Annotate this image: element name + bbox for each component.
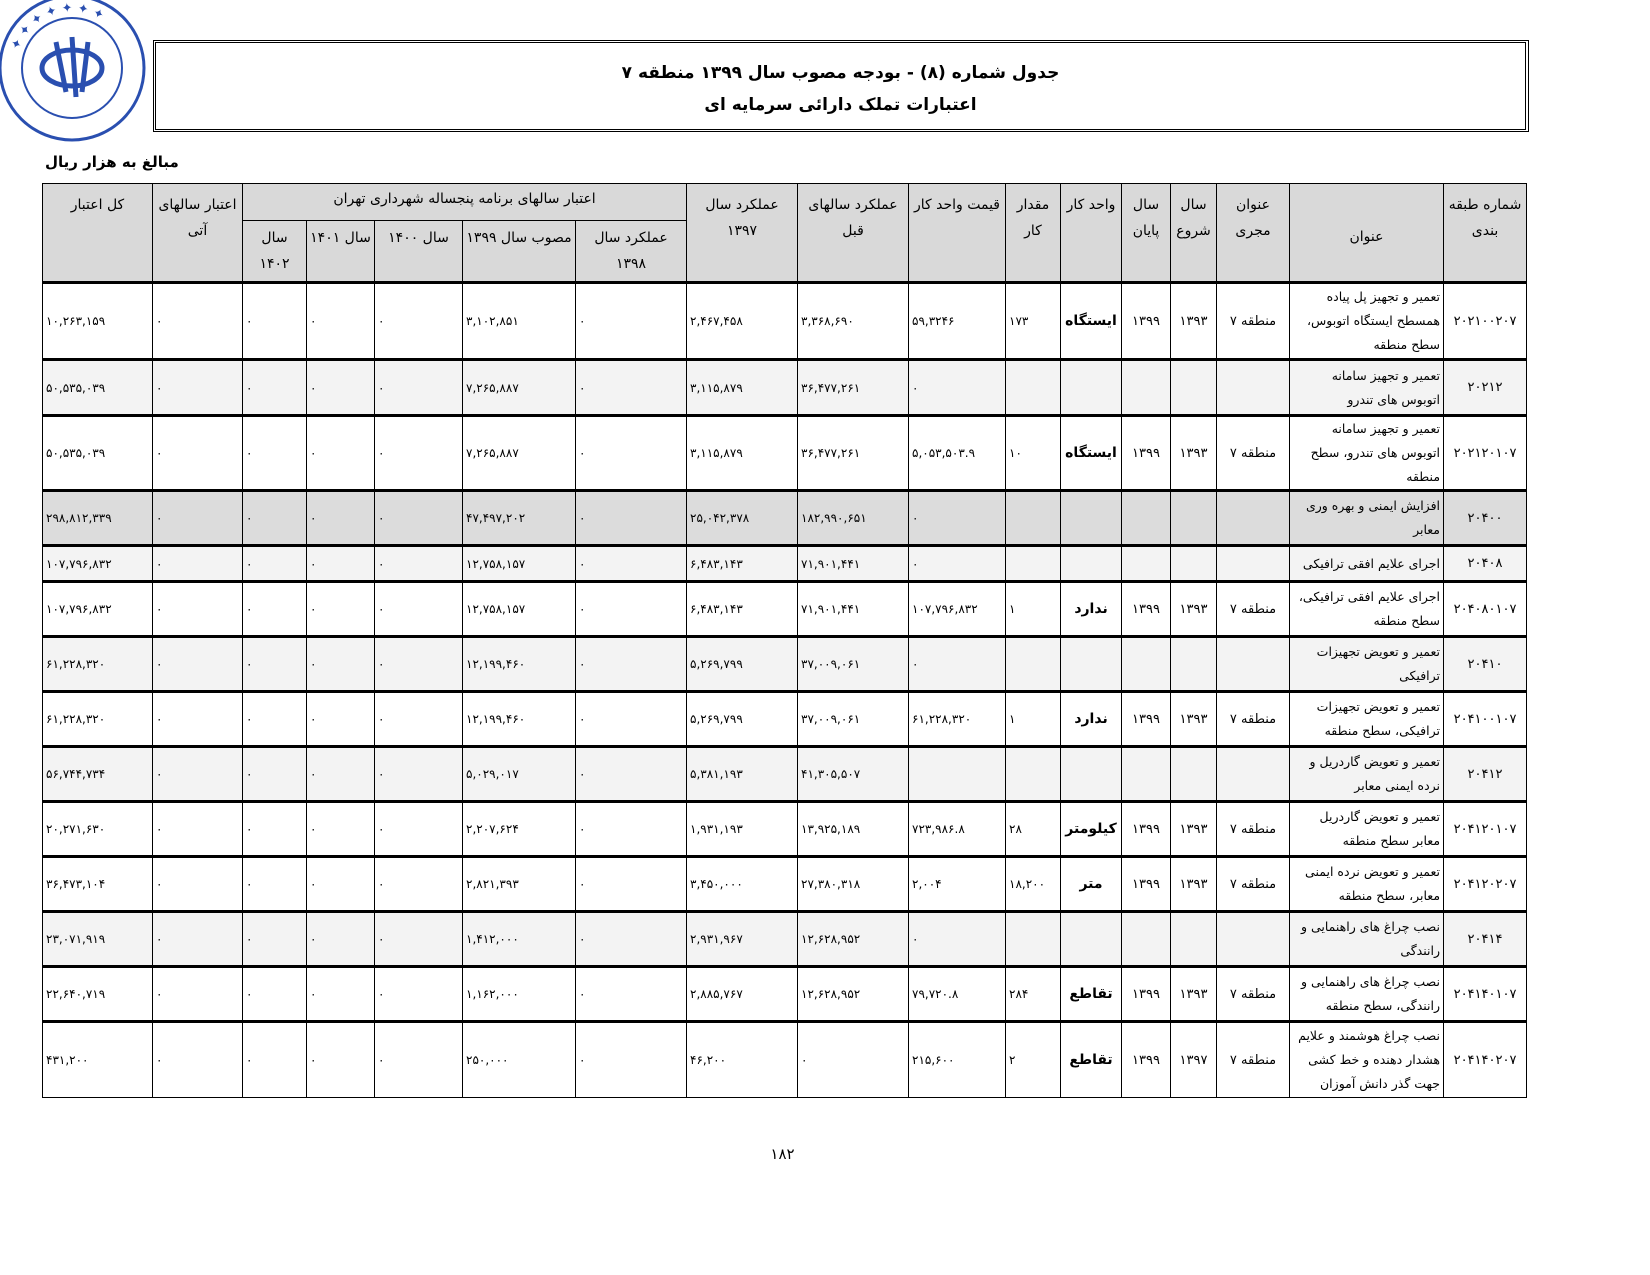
table-row xyxy=(43,857,1527,912)
cell-title: اجرای علایم افقی ترافیکی، سطح منطقه xyxy=(1290,582,1444,637)
cell-future-credit: ۰ xyxy=(153,967,243,1022)
cell-code: ۲۰۲۱۲ xyxy=(1444,360,1527,416)
cell-year-1400: ۰ xyxy=(375,283,463,360)
cell-prev-performance: ۱۸۲,۹۹۰,۶۵۱ xyxy=(798,491,909,546)
cell-executor: منطقه ۷ xyxy=(1217,692,1290,747)
table-row xyxy=(43,692,1527,747)
cell-start-year: ۱۳۹۳ xyxy=(1171,857,1217,912)
cell-future-credit: ۰ xyxy=(153,692,243,747)
cell-code: ۲۰۴۰۸۰۱۰۷ xyxy=(1444,582,1527,637)
col-year-1402: سال ۱۴۰۲ xyxy=(243,221,307,283)
table-row xyxy=(43,967,1527,1022)
cell-approved-1399: ۱۲,۷۵۸,۱۵۷ xyxy=(463,546,576,582)
cell-end-year: ۱۳۹۹ xyxy=(1122,692,1171,747)
cell-prev-performance: ۱۲,۶۲۸,۹۵۲ xyxy=(798,967,909,1022)
cell-start-year: ۱۳۹۳ xyxy=(1171,582,1217,637)
council-seal-logo xyxy=(0,0,148,144)
col-year-1401: سال ۱۴۰۱ xyxy=(307,221,375,283)
cell-unit-price: ۲,۰۰۴ xyxy=(909,857,1006,912)
cell-total-credit: ۶۱,۲۲۸,۳۲۰ xyxy=(43,692,153,747)
cell-year-1402: ۰ xyxy=(243,582,307,637)
cell-work-qty: ۲ xyxy=(1006,1022,1061,1098)
cell-work-unit: کیلومتر xyxy=(1061,802,1122,857)
cell-end-year xyxy=(1122,491,1171,546)
cell-code: ۲۰۴۱۰۰۱۰۷ xyxy=(1444,692,1527,747)
cell-year-1401: ۰ xyxy=(307,747,375,802)
cell-title: نصب چراغ های راهنمایی و رانندگی xyxy=(1290,912,1444,967)
cell-prev-performance: ۳۷,۰۰۹,۰۶۱ xyxy=(798,692,909,747)
cell-work-unit: ندارد xyxy=(1061,582,1122,637)
cell-future-credit: ۰ xyxy=(153,283,243,360)
cell-year-1402: ۰ xyxy=(243,967,307,1022)
table-row xyxy=(43,912,1527,967)
cell-year-1401: ۰ xyxy=(307,912,375,967)
cell-work-unit xyxy=(1061,747,1122,802)
cell-approved-1399: ۱۲,۱۹۹,۴۶۰ xyxy=(463,637,576,692)
cell-performance-1398: ۰ xyxy=(576,912,687,967)
cell-work-unit: تقاطع xyxy=(1061,1022,1122,1098)
cell-title: تعمیر و تعویض تجهیزات ترافیکی، سطح منطقه xyxy=(1290,692,1444,747)
cell-performance-1397: ۱,۹۳۱,۱۹۳ xyxy=(687,802,798,857)
col-performance-1397: عملکرد سال ۱۳۹۷ xyxy=(687,184,798,283)
cell-year-1400: ۰ xyxy=(375,491,463,546)
cell-year-1400: ۰ xyxy=(375,637,463,692)
col-work-unit: واحد کار xyxy=(1061,184,1122,283)
cell-end-year xyxy=(1122,637,1171,692)
cell-total-credit: ۵۶,۷۴۴,۷۳۴ xyxy=(43,747,153,802)
cell-code: ۲۰۴۰۰ xyxy=(1444,491,1527,546)
cell-code: ۲۰۲۱۰۰۲۰۷ xyxy=(1444,283,1527,360)
cell-work-qty: ۲۸۴ xyxy=(1006,967,1061,1022)
cell-start-year: ۱۳۹۳ xyxy=(1171,692,1217,747)
cell-unit-price: ۰ xyxy=(909,637,1006,692)
table-row xyxy=(43,546,1527,582)
cell-year-1401: ۰ xyxy=(307,967,375,1022)
cell-code: ۲۰۴۱۴۰۲۰۷ xyxy=(1444,1022,1527,1098)
cell-work-unit: تقاطع xyxy=(1061,967,1122,1022)
col-start-year: سال شروع xyxy=(1171,184,1217,283)
cell-prev-performance: ۱۲,۶۲۸,۹۵۲ xyxy=(798,912,909,967)
cell-end-year xyxy=(1122,360,1171,416)
cell-executor: منطقه ۷ xyxy=(1217,802,1290,857)
cell-performance-1397: ۶,۴۸۳,۱۴۳ xyxy=(687,582,798,637)
table-body xyxy=(43,283,1527,1098)
cell-code: ۲۰۴۱۲ xyxy=(1444,747,1527,802)
cell-year-1402: ۰ xyxy=(243,802,307,857)
table-row xyxy=(43,416,1527,491)
cell-start-year: ۱۳۹۳ xyxy=(1171,802,1217,857)
cell-work-unit: ایستگاه xyxy=(1061,283,1122,360)
cell-performance-1398: ۰ xyxy=(576,1022,687,1098)
cell-start-year xyxy=(1171,546,1217,582)
cell-total-credit: ۱۰,۲۶۳,۱۵۹ xyxy=(43,283,153,360)
cell-approved-1399: ۱,۴۱۲,۰۰۰ xyxy=(463,912,576,967)
cell-code: ۲۰۴۱۴۰۱۰۷ xyxy=(1444,967,1527,1022)
cell-total-credit: ۵۰,۵۳۵,۰۳۹ xyxy=(43,360,153,416)
cell-performance-1398: ۰ xyxy=(576,857,687,912)
cell-unit-price: ۷۹,۷۲۰.۸ xyxy=(909,967,1006,1022)
cell-title: تعمیر و تجهیز سامانه اتوبوس های تندرو، سطح منطقه xyxy=(1290,416,1444,491)
cell-end-year xyxy=(1122,747,1171,802)
cell-year-1400: ۰ xyxy=(375,912,463,967)
cell-year-1400: ۰ xyxy=(375,1022,463,1098)
cell-title: تعمیر و تجهیز پل پیاده همسطح ایستگاه اتوبوس، سطح منطقه xyxy=(1290,283,1444,360)
cell-total-credit: ۱۰۷,۷۹۶,۸۳۲ xyxy=(43,582,153,637)
table-row xyxy=(43,582,1527,637)
col-year-1400: سال ۱۴۰۰ xyxy=(375,221,463,283)
cell-year-1401: ۰ xyxy=(307,637,375,692)
cell-unit-price: ۲۱۵,۶۰۰ xyxy=(909,1022,1006,1098)
cell-year-1402: ۰ xyxy=(243,692,307,747)
cell-year-1401: ۰ xyxy=(307,360,375,416)
cell-prev-performance: ۳۶,۴۷۷,۲۶۱ xyxy=(798,360,909,416)
col-future-credit: اعتبار سالهای آتی xyxy=(153,184,243,283)
cell-title: نصب چراغ های راهنمایی و رانندگی، سطح منطقه xyxy=(1290,967,1444,1022)
cell-year-1401: ۰ xyxy=(307,491,375,546)
cell-future-credit: ۰ xyxy=(153,491,243,546)
cell-year-1401: ۰ xyxy=(307,692,375,747)
cell-executor: منطقه ۷ xyxy=(1217,967,1290,1022)
cell-prev-performance: ۷۱,۹۰۱,۴۴۱ xyxy=(798,582,909,637)
cell-unit-price: ۱۰۷,۷۹۶,۸۳۲ xyxy=(909,582,1006,637)
page-subtitle: اعتبارات تملک دارائی سرمایه ای xyxy=(704,95,977,115)
cell-performance-1398: ۰ xyxy=(576,692,687,747)
cell-prev-performance: ۳,۳۶۸,۶۹۰ xyxy=(798,283,909,360)
col-group-five-year-plan: اعتبار سالهای برنامه پنجساله شهرداری تهران xyxy=(243,184,687,221)
col-prev-performance: عملکرد سالهای قبل xyxy=(798,184,909,283)
cell-start-year xyxy=(1171,912,1217,967)
col-approved-1399: مصوب سال ۱۳۹۹ xyxy=(463,221,576,283)
cell-year-1401: ۰ xyxy=(307,416,375,491)
cell-year-1400: ۰ xyxy=(375,857,463,912)
cell-work-unit xyxy=(1061,912,1122,967)
cell-end-year: ۱۳۹۹ xyxy=(1122,1022,1171,1098)
cell-prev-performance: ۰ xyxy=(798,1022,909,1098)
cell-approved-1399: ۱۲,۷۵۸,۱۵۷ xyxy=(463,582,576,637)
col-title: عنوان xyxy=(1290,184,1444,283)
col-unit-price: قیمت واحد کار xyxy=(909,184,1006,283)
cell-unit-price: ۰ xyxy=(909,912,1006,967)
col-code: شماره طبقه بندی xyxy=(1444,184,1527,283)
cell-code: ۲۰۴۱۴ xyxy=(1444,912,1527,967)
cell-performance-1397: ۶,۴۸۳,۱۴۳ xyxy=(687,546,798,582)
cell-code: ۲۰۴۱۲۰۱۰۷ xyxy=(1444,802,1527,857)
cell-work-unit xyxy=(1061,360,1122,416)
cell-approved-1399: ۵,۰۲۹,۰۱۷ xyxy=(463,747,576,802)
cell-title: تعمیر و تعویض نرده ایمنی معابر، سطح منطقه xyxy=(1290,857,1444,912)
table-row xyxy=(43,283,1527,360)
cell-future-credit: ۰ xyxy=(153,1022,243,1098)
table-row xyxy=(43,491,1527,546)
cell-approved-1399: ۷,۲۶۵,۸۸۷ xyxy=(463,360,576,416)
cell-total-credit: ۲۲,۶۴۰,۷۱۹ xyxy=(43,967,153,1022)
table-row xyxy=(43,637,1527,692)
col-performance-1398: عملکرد سال ۱۳۹۸ xyxy=(576,221,687,283)
cell-end-year: ۱۳۹۹ xyxy=(1122,582,1171,637)
cell-prev-performance: ۷۱,۹۰۱,۴۴۱ xyxy=(798,546,909,582)
cell-code: ۲۰۴۰۸ xyxy=(1444,546,1527,582)
cell-work-qty: ۱۷۳ xyxy=(1006,283,1061,360)
cell-performance-1398: ۰ xyxy=(576,582,687,637)
col-end-year: سال پایان xyxy=(1122,184,1171,283)
cell-future-credit: ۰ xyxy=(153,360,243,416)
cell-year-1400: ۰ xyxy=(375,967,463,1022)
table-row xyxy=(43,1022,1527,1098)
cell-future-credit: ۰ xyxy=(153,802,243,857)
cell-year-1401: ۰ xyxy=(307,802,375,857)
cell-code: ۲۰۲۱۲۰۱۰۷ xyxy=(1444,416,1527,491)
cell-start-year: ۱۳۹۳ xyxy=(1171,967,1217,1022)
cell-title: اجرای علایم افقی ترافیکی xyxy=(1290,546,1444,582)
cell-performance-1397: ۳,۴۵۰,۰۰۰ xyxy=(687,857,798,912)
cell-performance-1397: ۵,۲۶۹,۷۹۹ xyxy=(687,692,798,747)
cell-year-1400: ۰ xyxy=(375,546,463,582)
cell-start-year: ۱۳۹۷ xyxy=(1171,1022,1217,1098)
cell-end-year: ۱۳۹۹ xyxy=(1122,283,1171,360)
cell-approved-1399: ۲,۸۲۱,۳۹۳ xyxy=(463,857,576,912)
cell-prev-performance: ۳۷,۰۰۹,۰۶۱ xyxy=(798,637,909,692)
cell-title: تعمیر و تجهیز سامانه اتوبوس های تندرو xyxy=(1290,360,1444,416)
cell-start-year xyxy=(1171,747,1217,802)
cell-work-qty xyxy=(1006,360,1061,416)
cell-start-year xyxy=(1171,637,1217,692)
cell-end-year xyxy=(1122,912,1171,967)
cell-executor: منطقه ۷ xyxy=(1217,582,1290,637)
cell-start-year xyxy=(1171,491,1217,546)
cell-work-qty xyxy=(1006,546,1061,582)
unit-note: مبالغ به هزار ریال xyxy=(45,153,179,171)
cell-work-unit xyxy=(1061,491,1122,546)
col-executor: عنوان مجری xyxy=(1217,184,1290,283)
cell-start-year xyxy=(1171,360,1217,416)
cell-approved-1399: ۱,۱۶۲,۰۰۰ xyxy=(463,967,576,1022)
cell-work-qty xyxy=(1006,747,1061,802)
svg-text:✦ ✦ ✦ ✦ ✦ ✦ ✦: ✦ ✦ ✦ ✦ ✦ ✦ ✦ xyxy=(8,0,107,53)
cell-start-year: ۱۳۹۳ xyxy=(1171,283,1217,360)
cell-future-credit: ۰ xyxy=(153,857,243,912)
cell-executor: منطقه ۷ xyxy=(1217,283,1290,360)
col-total-credit: کل اعتبار xyxy=(43,184,153,283)
cell-work-unit: ندارد xyxy=(1061,692,1122,747)
cell-performance-1397: ۲,۸۸۵,۷۶۷ xyxy=(687,967,798,1022)
cell-end-year: ۱۳۹۹ xyxy=(1122,416,1171,491)
cell-approved-1399: ۴۷,۴۹۷,۲۰۲ xyxy=(463,491,576,546)
cell-approved-1399: ۲۵۰,۰۰۰ xyxy=(463,1022,576,1098)
cell-performance-1397: ۳,۱۱۵,۸۷۹ xyxy=(687,360,798,416)
cell-year-1401: ۰ xyxy=(307,857,375,912)
cell-prev-performance: ۱۳,۹۲۵,۱۸۹ xyxy=(798,802,909,857)
cell-end-year: ۱۳۹۹ xyxy=(1122,967,1171,1022)
cell-approved-1399: ۲,۲۰۷,۶۲۴ xyxy=(463,802,576,857)
cell-work-qty xyxy=(1006,912,1061,967)
cell-future-credit: ۰ xyxy=(153,747,243,802)
cell-code: ۲۰۴۱۰ xyxy=(1444,637,1527,692)
cell-unit-price: ۰ xyxy=(909,546,1006,582)
cell-total-credit: ۲۰,۲۷۱,۶۳۰ xyxy=(43,802,153,857)
cell-work-unit: ایستگاه xyxy=(1061,416,1122,491)
cell-year-1402: ۰ xyxy=(243,912,307,967)
cell-year-1402: ۰ xyxy=(243,1022,307,1098)
cell-work-qty: ۱ xyxy=(1006,582,1061,637)
cell-performance-1397: ۲,۴۶۷,۴۵۸ xyxy=(687,283,798,360)
cell-work-qty: ۱ xyxy=(1006,692,1061,747)
cell-prev-performance: ۳۶,۴۷۷,۲۶۱ xyxy=(798,416,909,491)
cell-performance-1398: ۰ xyxy=(576,747,687,802)
cell-end-year xyxy=(1122,546,1171,582)
page-title: جدول شماره (۸) - بودجه مصوب سال ۱۳۹۹ منطقه ۷ xyxy=(621,63,1060,83)
cell-executor xyxy=(1217,491,1290,546)
cell-performance-1398: ۰ xyxy=(576,802,687,857)
cell-approved-1399: ۱۲,۱۹۹,۴۶۰ xyxy=(463,692,576,747)
cell-future-credit: ۰ xyxy=(153,416,243,491)
cell-executor: منطقه ۷ xyxy=(1217,857,1290,912)
cell-year-1402: ۰ xyxy=(243,637,307,692)
cell-performance-1398: ۰ xyxy=(576,967,687,1022)
cell-total-credit: ۳۶,۴۷۳,۱۰۴ xyxy=(43,857,153,912)
cell-title: تعمیر و تعویض تجهیزات ترافیکی xyxy=(1290,637,1444,692)
capital-assets-budget-table xyxy=(42,183,1527,1098)
cell-unit-price: ۶۱,۲۲۸,۳۲۰ xyxy=(909,692,1006,747)
cell-year-1400: ۰ xyxy=(375,416,463,491)
cell-total-credit: ۵۰,۵۳۵,۰۳۹ xyxy=(43,416,153,491)
cell-executor: منطقه ۷ xyxy=(1217,416,1290,491)
cell-executor xyxy=(1217,912,1290,967)
cell-performance-1397: ۵,۲۶۹,۷۹۹ xyxy=(687,637,798,692)
cell-future-credit: ۰ xyxy=(153,637,243,692)
cell-performance-1397: ۲۵,۰۴۲,۳۷۸ xyxy=(687,491,798,546)
cell-executor xyxy=(1217,360,1290,416)
cell-title: افزایش ایمنی و بهره وری معابر xyxy=(1290,491,1444,546)
cell-future-credit: ۰ xyxy=(153,582,243,637)
cell-total-credit: ۶۱,۲۲۸,۳۲۰ xyxy=(43,637,153,692)
cell-title: تعمیر و تعویض گاردریل و نرده ایمنی معابر xyxy=(1290,747,1444,802)
cell-performance-1397: ۵,۳۸۱,۱۹۳ xyxy=(687,747,798,802)
cell-year-1401: ۰ xyxy=(307,546,375,582)
cell-end-year: ۱۳۹۹ xyxy=(1122,857,1171,912)
cell-code: ۲۰۴۱۲۰۲۰۷ xyxy=(1444,857,1527,912)
cell-title: تعمیر و تعویض گاردریل معابر سطح منطقه xyxy=(1290,802,1444,857)
cell-unit-price: ۵,۰۵۳,۵۰۳.۹ xyxy=(909,416,1006,491)
cell-title: نصب چراغ هوشمند و علایم هشدار دهنده و خط کشی جهت گذر دانش آموزان xyxy=(1290,1022,1444,1098)
cell-unit-price: ۷۲۳,۹۸۶.۸ xyxy=(909,802,1006,857)
cell-work-unit: متر xyxy=(1061,857,1122,912)
cell-performance-1398: ۰ xyxy=(576,546,687,582)
col-work-qty: مقدار کار xyxy=(1006,184,1061,283)
cell-unit-price xyxy=(909,747,1006,802)
cell-year-1402: ۰ xyxy=(243,546,307,582)
cell-approved-1399: ۳,۱۰۲,۸۵۱ xyxy=(463,283,576,360)
cell-performance-1398: ۰ xyxy=(576,491,687,546)
cell-year-1402: ۰ xyxy=(243,857,307,912)
cell-work-unit xyxy=(1061,546,1122,582)
cell-year-1400: ۰ xyxy=(375,802,463,857)
cell-unit-price: ۰ xyxy=(909,360,1006,416)
table-row xyxy=(43,802,1527,857)
cell-work-qty: ۱۰ xyxy=(1006,416,1061,491)
cell-year-1402: ۰ xyxy=(243,747,307,802)
cell-work-qty xyxy=(1006,637,1061,692)
cell-year-1401: ۰ xyxy=(307,283,375,360)
cell-total-credit: ۱۰۷,۷۹۶,۸۳۲ xyxy=(43,546,153,582)
cell-prev-performance: ۴۱,۳۰۵,۵۰۷ xyxy=(798,747,909,802)
cell-start-year: ۱۳۹۳ xyxy=(1171,416,1217,491)
cell-future-credit: ۰ xyxy=(153,546,243,582)
cell-performance-1398: ۰ xyxy=(576,416,687,491)
cell-total-credit: ۲۳,۰۷۱,۹۱۹ xyxy=(43,912,153,967)
cell-work-qty: ۱۸,۲۰۰ xyxy=(1006,857,1061,912)
cell-work-qty xyxy=(1006,491,1061,546)
cell-performance-1398: ۰ xyxy=(576,637,687,692)
cell-approved-1399: ۷,۲۶۵,۸۸۷ xyxy=(463,416,576,491)
cell-performance-1397: ۲,۹۳۱,۹۶۷ xyxy=(687,912,798,967)
cell-end-year: ۱۳۹۹ xyxy=(1122,802,1171,857)
cell-year-1401: ۰ xyxy=(307,1022,375,1098)
title-box xyxy=(153,40,1529,132)
page-number: ۱۸۲ xyxy=(770,1145,795,1163)
cell-year-1401: ۰ xyxy=(307,582,375,637)
cell-executor: منطقه ۷ xyxy=(1217,1022,1290,1098)
cell-year-1402: ۰ xyxy=(243,283,307,360)
cell-year-1402: ۰ xyxy=(243,360,307,416)
cell-performance-1398: ۰ xyxy=(576,283,687,360)
cell-total-credit: ۲۹۸,۸۱۲,۳۳۹ xyxy=(43,491,153,546)
cell-executor xyxy=(1217,747,1290,802)
cell-work-unit xyxy=(1061,637,1122,692)
cell-unit-price: ۵۹,۳۲۴۶ xyxy=(909,283,1006,360)
cell-year-1400: ۰ xyxy=(375,582,463,637)
table-row xyxy=(43,360,1527,416)
cell-work-qty: ۲۸ xyxy=(1006,802,1061,857)
cell-executor xyxy=(1217,546,1290,582)
cell-executor xyxy=(1217,637,1290,692)
cell-performance-1397: ۴۶,۲۰۰ xyxy=(687,1022,798,1098)
cell-year-1400: ۰ xyxy=(375,747,463,802)
cell-prev-performance: ۲۷,۳۸۰,۳۱۸ xyxy=(798,857,909,912)
table-row xyxy=(43,747,1527,802)
cell-performance-1397: ۳,۱۱۵,۸۷۹ xyxy=(687,416,798,491)
cell-future-credit: ۰ xyxy=(153,912,243,967)
cell-year-1400: ۰ xyxy=(375,360,463,416)
cell-total-credit: ۴۳۱,۲۰۰ xyxy=(43,1022,153,1098)
cell-year-1402: ۰ xyxy=(243,416,307,491)
cell-performance-1398: ۰ xyxy=(576,360,687,416)
cell-unit-price: ۰ xyxy=(909,491,1006,546)
cell-year-1402: ۰ xyxy=(243,491,307,546)
cell-year-1400: ۰ xyxy=(375,692,463,747)
